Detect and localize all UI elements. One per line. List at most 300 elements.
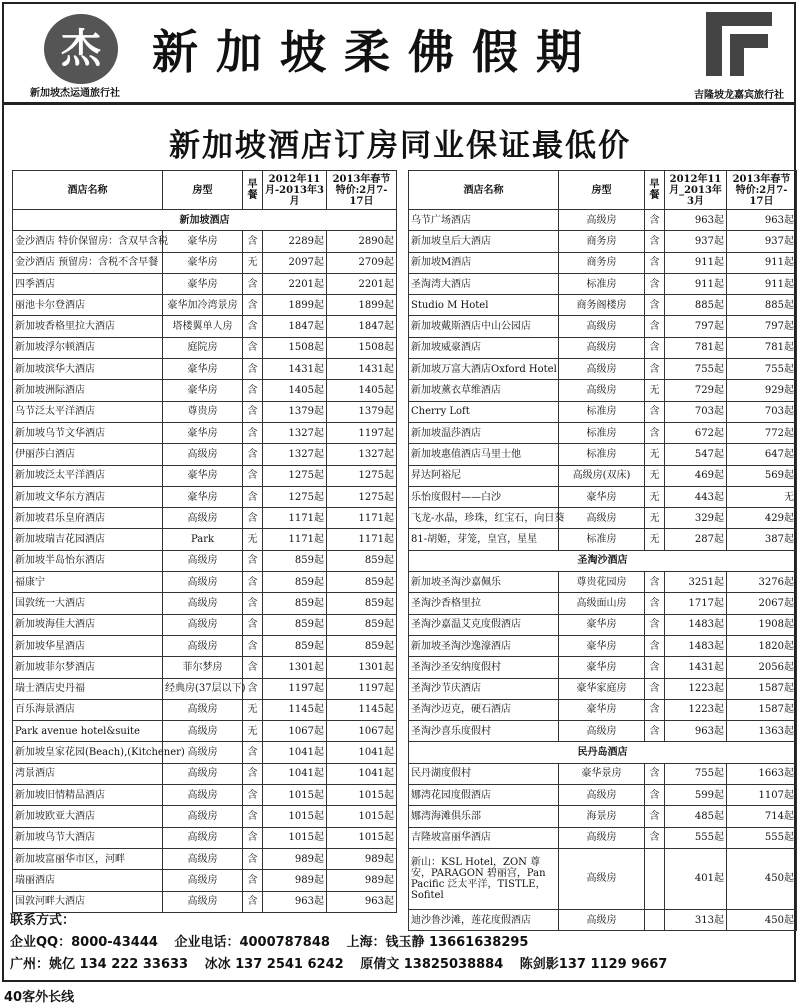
table-row (13, 572, 397, 593)
cell-room: 豪华房 (163, 380, 243, 401)
cell-breakfast: 含 (243, 763, 263, 784)
cell-price: 1223起 (665, 678, 727, 699)
cell-room: 豪华加冷湾景房 (163, 295, 243, 316)
agency-name-left: 新加坡杰运通旅行社 (30, 88, 120, 99)
cell-hotel: 新加坡威豪酒店 (409, 337, 559, 358)
cell-room: 商务阁楼房 (559, 295, 645, 316)
cell-room: 高级房 (559, 316, 645, 337)
table-row (13, 635, 397, 656)
cell-cny-price: 1067起 (327, 721, 397, 742)
col-hotel: 酒店名称 (13, 171, 163, 210)
cell-breakfast: 无 (645, 465, 665, 486)
cell-breakfast: 含 (243, 785, 263, 806)
cell-price: 1041起 (263, 742, 327, 763)
cell-room: 豪华房 (163, 486, 243, 507)
table-row (13, 699, 397, 720)
cell-price: 1171起 (263, 508, 327, 529)
cell-room: 高级房 (163, 742, 243, 763)
table-row (13, 380, 397, 401)
cell-cny-price: 859起 (327, 593, 397, 614)
cell-room: 高级房 (163, 572, 243, 593)
cell-breakfast: 含 (243, 678, 263, 699)
cell-cny-price: 859起 (327, 635, 397, 656)
cell-breakfast: 含 (243, 359, 263, 380)
cell-hotel: 新加坡浮尔顿酒店 (13, 337, 163, 358)
cell-hotel: 新加坡惠值酒店马里士他 (409, 444, 559, 465)
cell-price: 963起 (263, 891, 327, 912)
cell-hotel: 金沙酒店 特价保留房：含双早含税 (13, 231, 163, 252)
cell-hotel: 新加坡皇家花园(Beach),(Kitchener) (13, 742, 163, 763)
cell-room: 高级房 (163, 848, 243, 869)
cell-breakfast: 含 (243, 635, 263, 656)
cell-room: 标准房 (559, 401, 645, 422)
cell-price: 963起 (665, 210, 727, 231)
col-breakfast: 早餐 (645, 171, 665, 210)
cell-price: 1041起 (263, 763, 327, 784)
cell-breakfast: 无 (645, 380, 665, 401)
table-row (13, 508, 397, 529)
table-row (409, 465, 797, 486)
cell-breakfast: 含 (243, 508, 263, 529)
cell-cny-price: 1431起 (327, 359, 397, 380)
cell-hotel: 瑞丽酒店 (13, 870, 163, 891)
cell-hotel: 圣淘沙圣安纳度假村 (409, 657, 559, 678)
cell-price: 1717起 (665, 593, 727, 614)
section-row (13, 210, 397, 231)
cell-room: 塔楼翼单人房 (163, 316, 243, 337)
cell-breakfast: 含 (645, 614, 665, 635)
cell-breakfast: 含 (243, 465, 263, 486)
cell-hotel: 伊丽莎白酒店 (13, 444, 163, 465)
cell-cny-price: 387起 (727, 529, 797, 550)
cell-room: 高级房 (559, 380, 645, 401)
cell-breakfast: 含 (645, 572, 665, 593)
cell-cny-price: 450起 (727, 848, 797, 909)
cell-hotel: 新加坡海佳大酒店 (13, 614, 163, 635)
cell-cny-price: 1908起 (727, 614, 797, 635)
cell-hotel: 新加坡圣淘沙嘉佩乐 (409, 572, 559, 593)
cell-hotel: 圣淘沙喜乐度假村 (409, 721, 559, 742)
cell-hotel: 福康宁 (13, 572, 163, 593)
cell-breakfast: 含 (243, 273, 263, 294)
cell-cny-price: 963起 (327, 891, 397, 912)
table-row (13, 593, 397, 614)
cell-breakfast: 含 (243, 806, 263, 827)
table-row (409, 572, 797, 593)
cell-room: 标准房 (559, 422, 645, 443)
cell-cny-price: 989起 (327, 848, 397, 869)
cell-hotel: 新加坡瑞吉花园酒店 (13, 529, 163, 550)
cell-price: 1067起 (263, 721, 327, 742)
cell-room: 高级房 (163, 444, 243, 465)
cell-cny-price: 859起 (327, 550, 397, 571)
col-hotel: 酒店名称 (409, 171, 559, 210)
cell-cny-price: 1379起 (327, 401, 397, 422)
cell-room: 豪华房 (163, 252, 243, 273)
table-row (13, 870, 397, 891)
cell-breakfast: 含 (645, 593, 665, 614)
cell-cny-price: 555起 (727, 827, 797, 848)
cell-cny-price: 755起 (727, 359, 797, 380)
cell-room: 豪华景房 (559, 763, 645, 784)
cell-price: 485起 (665, 806, 727, 827)
cell-breakfast: 含 (645, 678, 665, 699)
table-row (409, 593, 797, 614)
cell-breakfast: 含 (645, 785, 665, 806)
cell-price: 937起 (665, 231, 727, 252)
cell-price: 672起 (665, 422, 727, 443)
cell-breakfast: 含 (243, 593, 263, 614)
table-row (409, 273, 797, 294)
cell-breakfast: 无 (645, 529, 665, 550)
cell-hotel: 新加坡乌节文华酒店 (13, 422, 163, 443)
cell-breakfast: 含 (645, 422, 665, 443)
cell-price: 1379起 (263, 401, 327, 422)
table-row (13, 763, 397, 784)
cell-cny-price: 911起 (727, 252, 797, 273)
cell-breakfast: 含 (243, 657, 263, 678)
cell-room: 高级房 (559, 359, 645, 380)
cell-cny-price: 1197起 (327, 678, 397, 699)
cell-room: 标准房 (559, 529, 645, 550)
cell-cny-price: 989起 (327, 870, 397, 891)
table-row (409, 848, 797, 909)
cell-room: 高级房 (163, 827, 243, 848)
cell-hotel: 昇达阿裕尼 (409, 465, 559, 486)
cell-hotel: 新加坡薰衣草维酒店 (409, 380, 559, 401)
cell-breakfast: 含 (243, 295, 263, 316)
cell-room: 商务房 (559, 252, 645, 273)
cell-breakfast: 含 (243, 444, 263, 465)
cell-room: 高级房 (163, 721, 243, 742)
contact-line-1 (10, 932, 790, 954)
cell-cny-price: 885起 (727, 295, 797, 316)
cell-breakfast: 无 (243, 529, 263, 550)
cell-room: 尊贵房 (163, 401, 243, 422)
cell-room: 豪华房 (559, 614, 645, 635)
cell-price: 911起 (665, 252, 727, 273)
cell-cny-price: 1015起 (327, 785, 397, 806)
cell-room: 豪华房 (163, 273, 243, 294)
cell-room: 高级房 (163, 593, 243, 614)
cell-cny-price: 1327起 (327, 444, 397, 465)
cell-cny-price: 1197起 (327, 422, 397, 443)
cell-room: 高级房 (559, 827, 645, 848)
hotel-table-right (408, 170, 797, 931)
agency-logo-right (702, 8, 776, 80)
table-row (409, 657, 797, 678)
table-row (409, 529, 797, 550)
cell-price: 859起 (263, 635, 327, 656)
cell-cny-price: 1587起 (727, 678, 797, 699)
cell-cny-price: 2056起 (727, 657, 797, 678)
cell-room: Park (163, 529, 243, 550)
table-row (409, 763, 797, 784)
col-room: 房型 (559, 171, 645, 210)
cell-room: 高级面山房 (559, 593, 645, 614)
cell-cny-price: 1301起 (327, 657, 397, 678)
cell-room: 豪华房 (559, 635, 645, 656)
cell-room: 豪华房 (163, 422, 243, 443)
table-row (13, 529, 397, 550)
cell-hotel: 飞龙-水晶，珍珠，红宝石，向日葵 (409, 508, 559, 529)
cell-room: 高级房 (163, 763, 243, 784)
cell-price: 963起 (665, 721, 727, 742)
cell-breakfast: 含 (243, 231, 263, 252)
cell-price: 2289起 (263, 231, 327, 252)
table-row (13, 295, 397, 316)
cell-room: 经典房(37层以下) (163, 678, 243, 699)
table-row (409, 422, 797, 443)
table-row (409, 678, 797, 699)
col-price: 2012年11月-2013年3月 (263, 171, 327, 210)
cell-hotel: 吉隆坡富丽华酒店 (409, 827, 559, 848)
table-row (409, 508, 797, 529)
cell-price: 1015起 (263, 827, 327, 848)
table-row (13, 785, 397, 806)
cell-breakfast: 含 (243, 422, 263, 443)
table-row (409, 252, 797, 273)
cell-breakfast: 含 (243, 848, 263, 869)
cell-cny-price: 859起 (327, 572, 397, 593)
table-row (13, 401, 397, 422)
cell-price: 1508起 (263, 337, 327, 358)
cell-room: 高级房(双床) (559, 465, 645, 486)
cell-hotel: 新加坡万富大酒店Oxford Hotel (409, 359, 559, 380)
cell-cny-price: 1847起 (327, 316, 397, 337)
cell-breakfast: 含 (243, 316, 263, 337)
cell-room: 豪华房 (559, 486, 645, 507)
table-row (13, 614, 397, 635)
cell-cny-price: 703起 (727, 401, 797, 422)
cell-cny-price: 963起 (727, 210, 797, 231)
contact-yuanqianwen: 原倩文 13825038884 (360, 957, 504, 972)
cell-hotel: 金沙酒店 预留房：含税不含早餐 (13, 252, 163, 273)
cell-room: 豪华家庭房 (559, 678, 645, 699)
table-header-row (13, 171, 397, 210)
cell-price: 3251起 (665, 572, 727, 593)
cell-room: 高级房 (559, 721, 645, 742)
cell-price: 989起 (263, 848, 327, 869)
col-cny-price: 2013年春节特价:2月7-17日 (327, 171, 397, 210)
cell-hotel: 新加坡菲尔梦酒店 (13, 657, 163, 678)
cell-price: 547起 (665, 444, 727, 465)
cell-cny-price: 1107起 (727, 785, 797, 806)
cell-hotel: 新加坡文华东方酒店 (13, 486, 163, 507)
col-cny-price: 2013年春节特价:2月7-17日 (727, 171, 797, 210)
section-label: 民丹岛酒店 (409, 742, 797, 763)
cell-hotel: 新山：KSL Hotel，ZON 尊安，PARAGON 碧丽宫，Pan Pacific 泛太平洋，TISTLE，Sofitel (409, 848, 559, 909)
cell-room: 高级房 (559, 337, 645, 358)
table-row (409, 380, 797, 401)
cell-room: 豪华房 (559, 657, 645, 678)
cell-room: 高级房 (559, 508, 645, 529)
cell-hotel: 圣淘湾大酒店 (409, 273, 559, 294)
cell-cny-price: 1663起 (727, 763, 797, 784)
cell-room: 高级房 (559, 210, 645, 231)
cell-hotel: 湾景酒店 (13, 763, 163, 784)
cell-hotel: 新加坡乌节大酒店 (13, 827, 163, 848)
cell-price: 1197起 (263, 678, 327, 699)
cell-room: 标准房 (559, 273, 645, 294)
cell-hotel: 百乐海景酒店 (13, 699, 163, 720)
cell-breakfast: 无 (645, 444, 665, 465)
cell-hotel: 新加坡皇后大酒店 (409, 231, 559, 252)
table-row (13, 806, 397, 827)
cell-price: 1847起 (263, 316, 327, 337)
cell-price: 469起 (665, 465, 727, 486)
cell-cny-price: 1820起 (727, 635, 797, 656)
contact-bingbing: 冰冰 137 2541 6242 (204, 957, 344, 972)
cell-cny-price: 1171起 (327, 508, 397, 529)
table-row (409, 444, 797, 465)
table-row (13, 444, 397, 465)
cell-hotel: 新加坡圣淘沙逸濠酒店 (409, 635, 559, 656)
cell-price: 1483起 (665, 614, 727, 635)
cell-room: 高级房 (163, 806, 243, 827)
table-row (13, 550, 397, 571)
cell-price: 1483起 (665, 635, 727, 656)
cell-price: 989起 (263, 870, 327, 891)
table-row (13, 721, 397, 742)
table-row (13, 337, 397, 358)
cell-price: 1431起 (665, 657, 727, 678)
cell-price: 329起 (665, 508, 727, 529)
cell-price: 1171起 (263, 529, 327, 550)
cell-breakfast: 含 (243, 742, 263, 763)
cell-price: 885起 (665, 295, 727, 316)
cell-cny-price: 450起 (727, 909, 797, 930)
agency-name-right: 吉隆坡龙嘉宾旅行社 (694, 90, 784, 101)
cell-breakfast: 含 (243, 572, 263, 593)
cell-cny-price: 647起 (727, 444, 797, 465)
cell-price: 703起 (665, 401, 727, 422)
cell-hotel: 新加坡富丽华市区，河畔 (13, 848, 163, 869)
contact-qq: 企业QQ：8000-43444 (10, 935, 158, 950)
cell-hotel: 民丹湖度假村 (409, 763, 559, 784)
table-row (13, 316, 397, 337)
cell-breakfast: 含 (645, 316, 665, 337)
cell-room: 高级房 (163, 635, 243, 656)
cell-breakfast: 含 (243, 891, 263, 912)
cell-price: 859起 (263, 593, 327, 614)
cell-price: 729起 (665, 380, 727, 401)
cell-price: 859起 (263, 614, 327, 635)
cell-cny-price: 1275起 (327, 465, 397, 486)
cell-cny-price: 2067起 (727, 593, 797, 614)
cell-cny-price: 797起 (727, 316, 797, 337)
cell-breakfast: 含 (645, 231, 665, 252)
cell-room: 海景房 (559, 806, 645, 827)
cell-breakfast: 无 (243, 699, 263, 720)
table-row (409, 635, 797, 656)
col-breakfast: 早餐 (243, 171, 263, 210)
cell-hotel: 乌节广场酒店 (409, 210, 559, 231)
cell-breakfast: 无 (243, 721, 263, 742)
cell-hotel: 娜湾海滩俱乐部 (409, 806, 559, 827)
cell-hotel: 新加坡华星酒店 (13, 635, 163, 656)
cell-price: 287起 (665, 529, 727, 550)
cell-cny-price: 1587起 (727, 699, 797, 720)
table-row (13, 678, 397, 699)
cell-price: 1431起 (263, 359, 327, 380)
cell-price: 1405起 (263, 380, 327, 401)
cell-cny-price: 429起 (727, 508, 797, 529)
cell-breakfast: 含 (645, 806, 665, 827)
cell-hotel: 圣淘沙嘉温艾克度假酒店 (409, 614, 559, 635)
contact-phone: 企业电话：4000787848 (174, 935, 330, 950)
cell-room: 高级房 (163, 550, 243, 571)
cell-price: 1327起 (263, 444, 327, 465)
cell-hotel: 圣淘沙节庆酒店 (409, 678, 559, 699)
table-row (13, 359, 397, 380)
table-row (409, 721, 797, 742)
cell-hotel: 新加坡滨华大酒店 (13, 359, 163, 380)
cell-breakfast: 含 (243, 614, 263, 635)
cell-price: 859起 (263, 572, 327, 593)
cell-cny-price: 1015起 (327, 806, 397, 827)
cell-room: 高级房 (559, 785, 645, 806)
table-row (409, 785, 797, 806)
table-row (409, 827, 797, 848)
cell-breakfast: 含 (645, 699, 665, 720)
cell-cny-price: 1171起 (327, 529, 397, 550)
cell-room: 商务房 (559, 231, 645, 252)
cell-hotel: 圣淘沙香格里拉 (409, 593, 559, 614)
cell-breakfast: 无 (243, 252, 263, 273)
cell-price: 443起 (665, 486, 727, 507)
table-row (13, 827, 397, 848)
cell-cny-price: 1363起 (727, 721, 797, 742)
cell-cny-price: 911起 (727, 273, 797, 294)
cell-hotel: 圣淘沙迈克，硬石酒店 (409, 699, 559, 720)
contact-guangzhou: 广州：姚亿 134 222 33633 (10, 957, 189, 972)
page-label: 40客外长线 (4, 990, 75, 1005)
cell-room: 高级房 (163, 870, 243, 891)
cell-cny-price: 2709起 (327, 252, 397, 273)
cell-room: 豪华房 (163, 359, 243, 380)
cell-hotel: 国敦河畔大酒店 (13, 891, 163, 912)
cell-room: 豪华房 (163, 231, 243, 252)
cell-breakfast: 含 (243, 380, 263, 401)
table-row (409, 316, 797, 337)
cell-breakfast: 含 (645, 252, 665, 273)
cell-hotel: Park avenue hotel&suite (13, 721, 163, 742)
cell-breakfast: 含 (645, 827, 665, 848)
cell-cny-price: 569起 (727, 465, 797, 486)
cell-hotel: 新加坡香格里拉大酒店 (13, 316, 163, 337)
contact-footer (10, 910, 790, 976)
table-row (13, 231, 397, 252)
table-row (409, 359, 797, 380)
cell-hotel: Cherry Loft (409, 401, 559, 422)
cell-hotel: Studio M Hotel (409, 295, 559, 316)
cell-price: 1899起 (263, 295, 327, 316)
cell-hotel: 新加坡旧情精品酒店 (13, 785, 163, 806)
col-room: 房型 (163, 171, 243, 210)
contact-chenjianying: 陈剑影137 1129 9667 (519, 957, 668, 972)
cell-cny-price: 1508起 (327, 337, 397, 358)
table-row (409, 614, 797, 635)
table-row (409, 699, 797, 720)
cell-price: 1015起 (263, 785, 327, 806)
cell-price: 1145起 (263, 699, 327, 720)
cell-hotel: 娜湾花园度假酒店 (409, 785, 559, 806)
cell-price: 1015起 (263, 806, 327, 827)
table-row (409, 231, 797, 252)
cell-breakfast: 含 (645, 763, 665, 784)
cell-cny-price: 929起 (727, 380, 797, 401)
